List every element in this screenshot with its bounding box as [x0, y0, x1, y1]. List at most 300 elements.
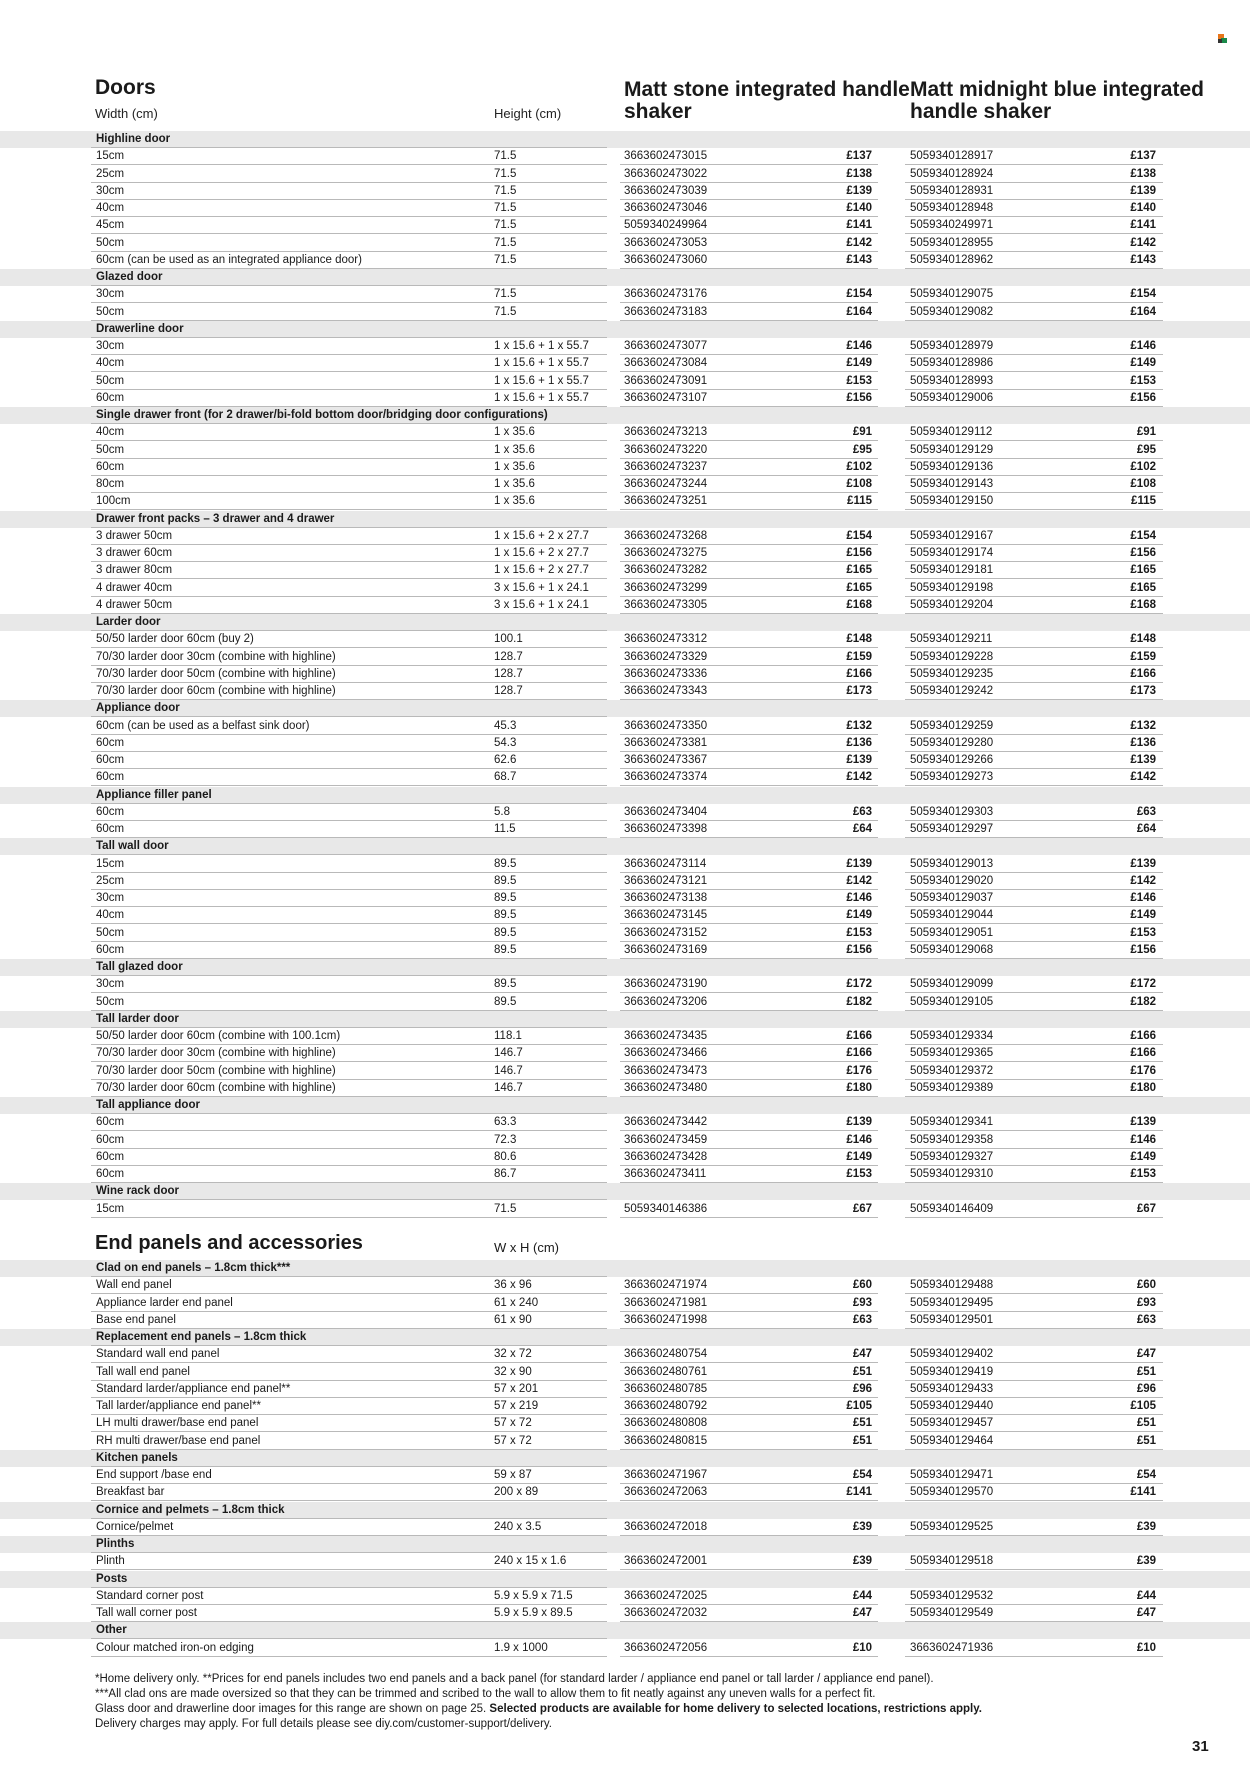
blue-product-code: 5059340128979	[910, 340, 994, 352]
stone-price: £166	[846, 1047, 872, 1060]
blue-price: £153	[1130, 1168, 1156, 1180]
blue-product-code: 3663602471936	[910, 1641, 994, 1654]
stone-price: £139	[846, 184, 872, 197]
item-dimension: 1 x 35.6	[494, 478, 535, 490]
blue-product-code: 5059340129129	[910, 443, 994, 456]
table-row	[0, 355, 1250, 372]
item-name: 60cm	[96, 943, 125, 956]
blue-price: £165	[1130, 564, 1156, 577]
item-dimension: 89.5	[494, 926, 517, 939]
item-name: 3 drawer 80cm	[96, 564, 173, 577]
section-header-row	[0, 700, 1250, 717]
stone-price: £153	[846, 926, 872, 939]
stone-product-code: 3663602473350	[624, 719, 708, 732]
stone-price: £180	[846, 1081, 872, 1094]
item-dimension: 1 x 15.6 + 1 x 55.7	[494, 357, 589, 370]
item-dimension: 100.1	[494, 633, 523, 646]
stone-product-code: 3663602473299	[624, 581, 708, 594]
blue-price: £146	[1130, 892, 1156, 904]
table-row	[0, 390, 1250, 407]
blue-price: £47	[1136, 1607, 1156, 1619]
blue-product-code: 5059340129495	[910, 1296, 994, 1309]
stone-product-code: 3663602473022	[624, 167, 708, 180]
blue-product-code: 5059340129082	[910, 305, 994, 318]
item-name: RH multi drawer/base end panel	[96, 1434, 261, 1447]
item-dimension: 128.7	[494, 685, 523, 697]
item-dimension: 89.5	[494, 892, 517, 904]
stone-product-code: 3663602473428	[624, 1150, 708, 1163]
section-title: Plinths	[96, 1538, 135, 1550]
page-number: 31	[1192, 1738, 1209, 1755]
item-name: 70/30 larder door 60cm (combine with highline)	[96, 685, 336, 697]
item-dimension: 89.5	[494, 995, 517, 1008]
blue-product-code: 5059340129235	[910, 667, 994, 680]
table-row	[0, 562, 1250, 579]
blue-price: £63	[1136, 1313, 1156, 1326]
stone-price: £91	[852, 426, 872, 439]
item-dimension: 89.5	[494, 909, 517, 922]
item-dimension: 71.5	[494, 167, 517, 180]
blue-price: £143	[1130, 253, 1156, 266]
blue-price: £51	[1136, 1434, 1156, 1447]
blue-product-code: 5059340129570	[910, 1486, 994, 1499]
section-title: Clad on end panels – 1.8cm thick***	[96, 1262, 291, 1274]
stone-price: £156	[846, 943, 872, 956]
blue-product-code: 5059340129303	[910, 805, 994, 818]
blue-price: £153	[1130, 926, 1156, 939]
item-dimension: 1 x 35.6	[494, 443, 535, 456]
table-row	[0, 1132, 1250, 1149]
section-header-row	[0, 838, 1250, 855]
blue-price: £156	[1130, 943, 1156, 956]
item-name: 60cm	[96, 391, 125, 404]
item-name: 60cm	[96, 460, 125, 473]
stone-price: £136	[846, 736, 872, 749]
blue-product-code: 5059340129112	[910, 426, 993, 439]
stone-price: £153	[846, 374, 872, 387]
table-row	[0, 1028, 1250, 1045]
table-row	[0, 1114, 1250, 1131]
stone-price: £102	[846, 460, 872, 473]
stone-product-code: 5059340146386	[624, 1202, 708, 1215]
stone-product-code: 3663602472032	[624, 1607, 708, 1619]
blue-product-code: 5059340129501	[910, 1313, 994, 1326]
stone-product-code: 3663602480815	[624, 1434, 708, 1447]
table-row	[0, 890, 1250, 907]
item-name: 3 drawer 50cm	[96, 529, 173, 542]
table-row	[0, 580, 1250, 597]
blue-product-code: 5059340129051	[910, 926, 994, 939]
item-name: 4 drawer 50cm	[96, 598, 173, 611]
section-title: Appliance filler panel	[96, 788, 212, 801]
table-row	[0, 666, 1250, 683]
item-name: Wall end panel	[96, 1279, 172, 1292]
table-row	[0, 424, 1250, 441]
stone-price: £149	[846, 357, 872, 370]
doors-heading: Doors	[95, 76, 156, 99]
item-name: 50cm	[96, 926, 125, 939]
item-name: Plinth	[96, 1555, 125, 1568]
stone-price: £165	[846, 581, 872, 594]
stone-product-code: 3663602480792	[624, 1400, 708, 1412]
item-dimension: 1 x 35.6	[494, 495, 535, 508]
item-dimension: 57 x 72	[494, 1434, 532, 1447]
stone-price: £63	[852, 805, 872, 818]
item-name: 40cm	[96, 357, 125, 370]
blue-price: £102	[1130, 460, 1156, 473]
blue-price: £105	[1130, 1400, 1156, 1412]
item-dimension: 146.7	[494, 1047, 523, 1060]
item-name: 70/30 larder door 50cm (combine with highline)	[96, 667, 336, 680]
stone-price: £142	[846, 874, 872, 887]
stone-price: £146	[846, 340, 872, 352]
blue-price: £60	[1136, 1279, 1156, 1292]
table-row	[0, 769, 1250, 786]
section-title: Drawer front packs – 3 drawer and 4 drawer	[96, 512, 335, 525]
stone-price: £137	[846, 150, 872, 163]
blue-product-code: 5059340129280	[910, 736, 994, 749]
table-row	[0, 942, 1250, 959]
blue-price: £139	[1130, 184, 1156, 197]
stone-product-code: 3663602473435	[624, 1030, 708, 1042]
blue-price: £146	[1130, 340, 1156, 352]
table-row	[0, 1346, 1250, 1363]
item-name: 15cm	[96, 150, 125, 163]
table-row	[0, 1640, 1250, 1657]
item-dimension: 1 x 15.6 + 2 x 27.7	[494, 547, 589, 559]
height-label: Height (cm)	[494, 106, 562, 121]
table-row	[0, 528, 1250, 545]
item-dimension: 5.9 x 5.9 x 71.5	[494, 1589, 573, 1602]
section-title: Replacement end panels – 1.8cm thick	[96, 1331, 307, 1343]
table-row	[0, 821, 1250, 838]
blue-price: £148	[1130, 633, 1156, 646]
section-title: Kitchen panels	[96, 1451, 178, 1464]
stone-product-code: 3663602473176	[624, 288, 708, 301]
blue-product-code: 5059340129259	[910, 719, 994, 732]
blue-price: £166	[1130, 1047, 1156, 1060]
blue-product-code: 5059340128962	[910, 253, 994, 266]
section-header-row	[0, 1622, 1250, 1639]
blue-price: £139	[1130, 1116, 1156, 1129]
item-name: 40cm	[96, 909, 125, 922]
stone-product-code: 3663602473237	[624, 460, 708, 473]
section-title: Larder door	[96, 616, 161, 628]
stone-price: £96	[852, 1382, 872, 1395]
table-row	[0, 649, 1250, 666]
stone-product-code: 3663602473374	[624, 771, 708, 784]
section-header-row	[0, 321, 1250, 338]
blue-product-code: 5059340128931	[910, 184, 994, 197]
stone-price: £182	[846, 995, 872, 1008]
stone-product-code: 3663602473367	[624, 754, 708, 766]
item-name: 70/30 larder door 50cm (combine with highline)	[96, 1064, 336, 1077]
blue-product-code: 5059340129068	[910, 943, 994, 956]
stone-price: £142	[846, 771, 872, 784]
stone-product-code: 3663602473121	[624, 874, 708, 887]
item-dimension: 45.3	[494, 719, 517, 732]
table-row	[0, 442, 1250, 459]
blue-price: £166	[1130, 1030, 1156, 1042]
stone-product-code: 3663602472025	[624, 1589, 708, 1602]
item-name: Standard corner post	[96, 1589, 204, 1602]
stone-price: £165	[846, 564, 872, 577]
stone-product-code: 3663602472001	[624, 1555, 708, 1568]
footnote-3	[95, 1702, 1095, 1717]
table-row	[0, 493, 1250, 510]
blue-product-code: 5059340129358	[910, 1133, 994, 1146]
stone-price: £39	[852, 1555, 872, 1568]
table-row	[0, 286, 1250, 303]
item-name: 50cm	[96, 443, 125, 456]
table-row	[0, 338, 1250, 355]
table-row	[0, 976, 1250, 993]
section-header-row	[0, 269, 1250, 286]
stone-price: £154	[846, 288, 872, 301]
stone-product-code: 3663602473039	[624, 184, 708, 197]
section-title: Other	[96, 1624, 127, 1637]
blue-product-code: 5059340129020	[910, 874, 994, 887]
item-dimension: 36 x 96	[494, 1279, 532, 1292]
item-dimension: 1 x 35.6	[494, 460, 535, 473]
blue-product-code: 5059340129457	[910, 1417, 994, 1430]
table-row	[0, 683, 1250, 700]
item-name: 70/30 larder door 60cm (combine with highline)	[96, 1081, 336, 1094]
table-row	[0, 235, 1250, 252]
item-name: Tall wall end panel	[96, 1365, 190, 1378]
table-row	[0, 1312, 1250, 1329]
table-row	[0, 373, 1250, 390]
section-header-row	[0, 1097, 1250, 1114]
blue-price: £139	[1130, 754, 1156, 766]
table-row	[0, 1364, 1250, 1381]
section-title: Glazed door	[96, 271, 163, 283]
section-header-row	[0, 131, 1250, 148]
section-header-row	[0, 1011, 1250, 1028]
stone-product-code: 3663602473282	[624, 564, 708, 577]
section-title: Tall wall door	[96, 840, 169, 853]
footnote-3-text: Glass door and drawerline door images for this range are shown on page 25.	[95, 1703, 487, 1715]
table-row	[0, 856, 1250, 873]
blue-price: £153	[1130, 374, 1156, 387]
stone-product-code: 3663602480754	[624, 1348, 708, 1361]
stone-price: £63	[852, 1313, 872, 1326]
blue-product-code: 5059340129488	[910, 1279, 994, 1292]
stone-product-code: 3663602471974	[624, 1279, 708, 1292]
item-name: 60cm	[96, 805, 125, 818]
table-row	[0, 459, 1250, 476]
item-dimension: 72.3	[494, 1133, 517, 1146]
item-dimension: 3 x 15.6 + 1 x 24.1	[494, 598, 589, 611]
blue-price: £139	[1130, 857, 1156, 870]
item-name: 70/30 larder door 30cm (combine with highline)	[96, 1047, 336, 1060]
stone-product-code: 3663602473268	[624, 529, 708, 542]
item-name: 25cm	[96, 874, 125, 887]
item-name: 60cm	[96, 771, 125, 784]
stone-product-code: 3663602473466	[624, 1047, 708, 1060]
blue-price: £95	[1136, 443, 1156, 456]
item-name: 50/50 larder door 60cm (combine with 100.1cm)	[96, 1030, 341, 1042]
stone-product-code: 3663602473053	[624, 236, 708, 249]
table-row	[0, 166, 1250, 183]
stone-product-code: 3663602473473	[624, 1064, 708, 1077]
table-row	[0, 1080, 1250, 1097]
stone-price: £51	[852, 1417, 872, 1430]
stone-price: £146	[846, 892, 872, 904]
item-dimension: 3 x 15.6 + 1 x 24.1	[494, 581, 589, 594]
footnote-2: ***All clad ons are made oversized so that they can be trimmed and scribed to the wall to allow them to fit neatly against any uneven walls for a perfect fit.	[95, 1688, 876, 1700]
blue-product-code: 5059340129228	[910, 650, 994, 663]
blue-product-code: 5059340129266	[910, 754, 994, 766]
item-dimension: 61 x 90	[494, 1313, 532, 1326]
stone-product-code: 3663602473480	[624, 1081, 708, 1094]
blue-product-code: 5059340129310	[910, 1168, 994, 1180]
blue-product-code: 5059340249971	[910, 219, 994, 232]
table-row	[0, 735, 1250, 752]
stone-price: £142	[846, 236, 872, 249]
matt-stone-column-title: Matt stone integrated handle shaker	[624, 78, 910, 123]
stone-price: £67	[852, 1202, 872, 1215]
blue-price: £93	[1136, 1296, 1156, 1309]
item-dimension: 57 x 219	[494, 1400, 539, 1412]
stone-price: £138	[846, 167, 872, 180]
row-divider	[91, 1656, 607, 1657]
item-name: 30cm	[96, 892, 125, 904]
item-name: 30cm	[96, 340, 125, 352]
section-header-row	[0, 1329, 1250, 1346]
section-header-row	[0, 407, 1250, 424]
blue-price: £164	[1130, 305, 1156, 318]
section-header-row	[0, 787, 1250, 804]
blue-product-code: 5059340129471	[910, 1469, 994, 1481]
stone-price: £166	[846, 667, 872, 680]
blue-price: £108	[1130, 478, 1156, 490]
item-name: 60cm	[96, 1168, 125, 1180]
section-header-row	[0, 614, 1250, 631]
item-dimension: 200 x 89	[494, 1486, 539, 1499]
stone-price: £156	[846, 391, 872, 404]
item-dimension: 146.7	[494, 1064, 523, 1077]
blue-price: £39	[1136, 1520, 1156, 1533]
blue-product-code: 5059340128948	[910, 202, 994, 214]
table-row	[0, 804, 1250, 821]
stone-price: £51	[852, 1434, 872, 1447]
item-name: Tall larder/appliance end panel**	[96, 1400, 261, 1412]
blue-price: £44	[1136, 1589, 1156, 1602]
item-dimension: 71.5	[494, 305, 517, 318]
item-dimension: 57 x 201	[494, 1382, 539, 1395]
blue-product-code: 5059340129341	[910, 1116, 994, 1129]
blue-price: £91	[1136, 426, 1156, 439]
blue-product-code: 5059340129198	[910, 581, 994, 594]
stone-product-code: 3663602473381	[624, 736, 708, 749]
blue-product-code: 5059340129167	[910, 529, 994, 542]
blue-price: £182	[1130, 995, 1156, 1008]
table-row	[0, 1277, 1250, 1294]
item-name: 60cm	[96, 823, 125, 835]
blue-price: £180	[1130, 1081, 1156, 1094]
item-dimension: 89.5	[494, 943, 517, 956]
stone-price: £10	[852, 1641, 872, 1654]
stone-product-code: 3663602473398	[624, 823, 708, 835]
item-dimension: 240 x 15 x 1.6	[494, 1555, 567, 1568]
stone-product-code: 3663602473077	[624, 340, 708, 352]
row-divider	[620, 1217, 878, 1218]
stone-price: £60	[852, 1279, 872, 1292]
blue-product-code: 5059340146409	[910, 1202, 994, 1215]
stone-price: £166	[846, 1030, 872, 1042]
item-dimension: 86.7	[494, 1168, 517, 1180]
blue-product-code: 5059340129549	[910, 1607, 994, 1619]
item-name: 100cm	[96, 495, 131, 508]
item-name: Cornice/pelmet	[96, 1520, 174, 1533]
item-name: 50cm	[96, 374, 125, 387]
item-dimension: 1 x 15.6 + 2 x 27.7	[494, 529, 589, 542]
table-row	[0, 476, 1250, 493]
blue-price: £54	[1136, 1469, 1156, 1481]
item-dimension: 32 x 90	[494, 1365, 532, 1378]
item-dimension: 89.5	[494, 874, 517, 887]
blue-product-code: 5059340129532	[910, 1589, 994, 1602]
stone-price: £139	[846, 1116, 872, 1129]
blue-product-code: 5059340129464	[910, 1434, 994, 1447]
blue-price: £149	[1130, 357, 1156, 370]
item-name: 15cm	[96, 1202, 125, 1215]
stone-product-code: 3663602473015	[624, 150, 708, 163]
stone-price: £105	[846, 1400, 872, 1412]
blue-product-code: 5059340128917	[910, 150, 994, 163]
table-row	[0, 1201, 1250, 1218]
section-title: Cornice and pelmets – 1.8cm thick	[96, 1503, 285, 1516]
blue-price: £149	[1130, 1150, 1156, 1163]
blue-product-code: 5059340129044	[910, 909, 994, 922]
blue-price: £96	[1136, 1382, 1156, 1395]
section-title: Tall larder door	[96, 1012, 179, 1025]
stone-product-code: 3663602473244	[624, 478, 708, 490]
item-dimension: 62.6	[494, 754, 517, 766]
item-name: 60cm (can be used as an integrated appliance door)	[96, 253, 362, 266]
table-row	[0, 873, 1250, 890]
footnote-1: *Home delivery only. **Prices for end panels includes two end panels and a back panel (for standard larder / appliance end panel or tall larder / appliance end panel).	[95, 1673, 934, 1685]
item-name: 60cm	[96, 736, 125, 749]
item-name: 40cm	[96, 426, 125, 439]
section-header-row	[0, 1502, 1250, 1519]
stone-product-code: 3663602472018	[624, 1520, 708, 1533]
table-row	[0, 597, 1250, 614]
width-label: Width (cm)	[95, 106, 158, 121]
stone-product-code: 3663602472063	[624, 1486, 708, 1499]
stone-price: £54	[852, 1469, 872, 1481]
item-dimension: 71.5	[494, 202, 517, 214]
blue-price: £51	[1136, 1417, 1156, 1430]
item-name: LH multi drawer/base end panel	[96, 1417, 259, 1430]
table-row	[0, 1467, 1250, 1484]
blue-price: £173	[1130, 685, 1156, 697]
item-name: 45cm	[96, 219, 125, 232]
blue-price: £172	[1130, 978, 1156, 991]
blue-product-code: 5059340128986	[910, 357, 994, 370]
blue-price: £138	[1130, 167, 1156, 180]
stone-price: £95	[852, 443, 872, 456]
blue-product-code: 5059340129174	[910, 547, 994, 559]
blue-price: £140	[1130, 202, 1156, 214]
blue-price: £154	[1130, 288, 1156, 301]
table-row	[0, 1588, 1250, 1605]
blue-product-code: 5059340129150	[910, 495, 994, 508]
item-dimension: 71.5	[494, 184, 517, 197]
stone-product-code: 3663602473442	[624, 1116, 708, 1129]
item-dimension: 89.5	[494, 857, 517, 870]
